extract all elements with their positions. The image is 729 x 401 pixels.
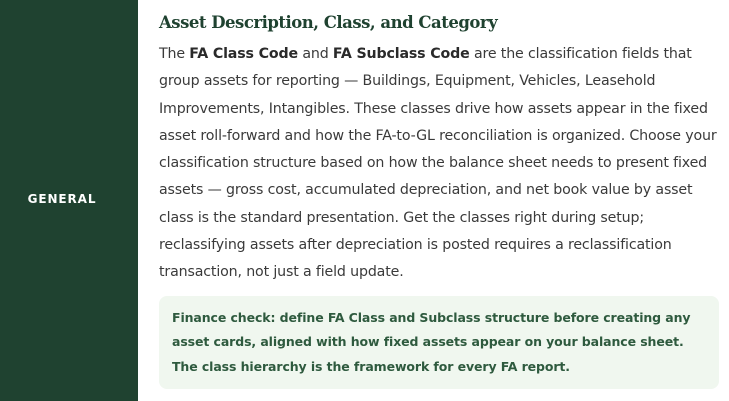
body-intro: The <box>159 46 190 62</box>
sidebar <box>0 0 138 401</box>
section-body <box>159 41 721 287</box>
section-title: Asset Description, Class, and Category <box>159 13 498 32</box>
callout-text: Finance check: define FA Class and Subclass structure before creating any asset cards, aligned with how fixed assets appear on your balance sheet. The class hierarchy is the framework for every FA report. <box>172 309 691 374</box>
body-and: and <box>297 46 333 62</box>
sidebar-section-label: GENERAL <box>27 192 97 206</box>
term-fa-class-code: FA Class Code <box>189 46 298 62</box>
body-rest: are the classification fields that group assets for reporting — Buildings, Equipment, Vehicles, Leasehold Improvements, Intangibles. These classes drive how assets appear in the fixed asset roll-forward and how the FA-to-GL reconciliation is organized. Choose your classification structure based on how the balance sheet needs to present fixed assets — gross cost, accumulated depreciation, and net book value by asset class is the standard presentation. Get the classes right during setup; reclassifying assets after depreciation is posted requires a reclassification transaction, not just a field update. <box>159 46 717 281</box>
term-fa-subclass-code: FA Subclass Code <box>332 46 470 62</box>
finance-check-callout <box>159 296 719 390</box>
main-content <box>138 0 729 401</box>
